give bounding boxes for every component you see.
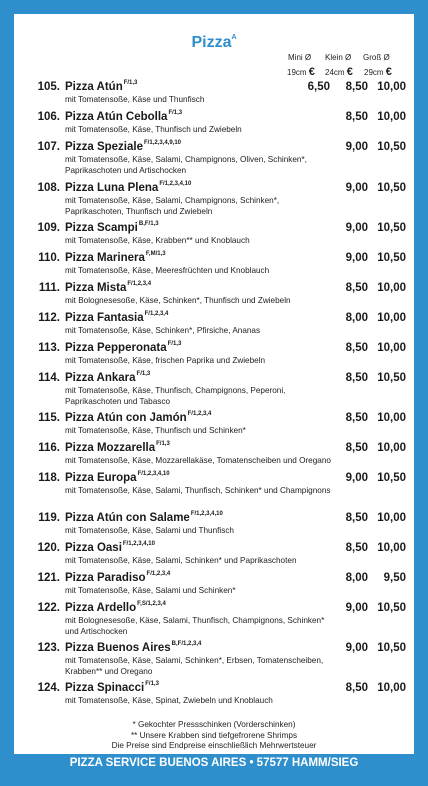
item-name: Pizza Speziale$^{F/1,2,3,4,9,10}$ bbox=[65, 140, 182, 153]
page-title: Pizza$^A$ bbox=[191, 33, 237, 51]
item-number: 119. bbox=[38, 512, 60, 524]
price-klein: 9,00 bbox=[345, 252, 368, 264]
item-name: Pizza Mozzarella$^{F/1,3}$ bbox=[65, 441, 170, 454]
item-name: Pizza Atún con Salame$^{F/1,2,3,4,10}$ bbox=[65, 511, 223, 524]
price-klein: 8,50 bbox=[345, 342, 368, 354]
item-description: mit Tomatensoße, Käse, Salami, Thunfisch, Schinken* und Champignons bbox=[65, 486, 331, 495]
item-name: Pizza Pepperonata$^{F/1,3}$ bbox=[65, 341, 182, 354]
price-gross: 10,50 bbox=[377, 252, 406, 264]
size-gross: 29cm € bbox=[364, 66, 392, 78]
item-name: Pizza Mista$^{F/1,2,3,4}$ bbox=[65, 281, 152, 294]
allergen-codes: F/1,2,3,4,9,10 bbox=[143, 140, 182, 147]
item-name: Pizza Oasi$^{F/1,2,3,4,10}$ bbox=[65, 541, 155, 554]
price-klein: 9,00 bbox=[345, 222, 368, 234]
item-name: Pizza Ardello$^{F,S/1,2,3,4}$ bbox=[65, 601, 166, 614]
item-name: Pizza Atún$^{F/1,3}$ bbox=[65, 80, 138, 93]
item-description: mit Tomatensoße, Käse, Mozzarellakäse, Tomatenscheiben und Oregano bbox=[65, 456, 331, 465]
item-number: 121. bbox=[37, 572, 60, 584]
item-number: 112. bbox=[38, 312, 60, 324]
footnote-prices: Die Preise sind Endpreise einschließlich Mehrwertsteuer bbox=[111, 741, 317, 750]
item-description: mit Tomatensoße, Käse, Salami, Schinken*, Erbsen, Tomatenscheiben, Krabben** und Oregano bbox=[65, 656, 324, 676]
item-description: mit Tomatensoße, Käse, Salami und Schinken* bbox=[65, 586, 236, 595]
item-name: Pizza Fantasia$^{F/1,2,3,4}$ bbox=[65, 311, 169, 324]
item-number: 115. bbox=[38, 412, 60, 424]
item-name: Pizza Scampi$^{B,F/1,3}$ bbox=[65, 221, 159, 234]
price-klein: 8,50 bbox=[345, 111, 368, 123]
item-description: mit Tomatensoße, Käse, Salami, Champignons, Schinken*, Paprikaschoten, Thunfisch und Zwiebeln bbox=[65, 196, 280, 216]
price-gross: 10,50 bbox=[377, 472, 406, 484]
price-gross: 10,00 bbox=[377, 412, 406, 424]
item-description: mit Tomatensoße, Käse, Meeresfrüchten und Knoblauch bbox=[65, 266, 270, 275]
item-number: 106. bbox=[37, 111, 60, 123]
allergen-codes: B,F/1,3 bbox=[138, 221, 159, 228]
price-gross: 10,50 bbox=[377, 222, 406, 234]
price-klein: 8,50 bbox=[345, 372, 368, 384]
price-gross: 10,50 bbox=[377, 642, 406, 654]
col-gross-header: Groß Ø bbox=[363, 53, 390, 62]
item-number: 118. bbox=[38, 472, 60, 484]
allergen-codes: F/1,2,3,4,10 bbox=[159, 181, 192, 188]
item-number: 123. bbox=[37, 642, 60, 654]
price-gross: 10,50 bbox=[377, 182, 406, 194]
footnote-ham: * Gekochter Pressschinken (Vorderschinken) bbox=[132, 720, 296, 729]
item-name: Pizza Spinacci$^{F/1,3}$ bbox=[65, 681, 159, 694]
price-klein: 9,00 bbox=[345, 642, 368, 654]
price-gross: 10,00 bbox=[377, 81, 406, 93]
price-gross: 9,50 bbox=[383, 572, 406, 584]
footnotes bbox=[14, 720, 414, 752]
item-description: mit Bolognesesoße, Käse, Salami, Thunfisch, Champignons, Schinken* und Artischocken bbox=[65, 616, 325, 636]
item-description: mit Tomatensoße, Käse, frischen Paprika und Zwiebeln bbox=[65, 356, 266, 365]
item-name: Pizza Paradiso$^{F/1,2,3,4}$ bbox=[65, 571, 171, 584]
price-gross: 10,00 bbox=[377, 542, 406, 554]
item-number: 124. bbox=[37, 682, 60, 694]
price-gross: 10,50 bbox=[377, 602, 406, 614]
item-number: 110. bbox=[38, 252, 60, 264]
item-description: mit Tomatensoße, Käse, Salami, Schinken* und Paprikaschoten bbox=[65, 556, 297, 565]
allergen-codes: F/1,3 bbox=[123, 80, 138, 87]
item-description: mit Tomatensoße, Käse, Thunfisch und Zwiebeln bbox=[65, 125, 242, 134]
item-description: mit Tomatensoße, Käse und Thunfisch bbox=[65, 95, 205, 104]
item-name: Pizza Marinera$^{F,M/1,3}$ bbox=[65, 251, 166, 264]
allergen-codes: F/1,2,3,4 bbox=[127, 281, 152, 288]
col-klein-header: Klein Ø bbox=[325, 53, 352, 62]
item-number: 108. bbox=[37, 182, 60, 194]
item-number: 120. bbox=[37, 542, 60, 554]
price-klein: 8,00 bbox=[345, 572, 368, 584]
allergen-codes: F/1,3 bbox=[156, 441, 170, 448]
item-description: mit Tomatensoße, Käse, Schinken*, Pfirsiche, Ananas bbox=[65, 326, 261, 335]
item-number: 114. bbox=[38, 372, 60, 384]
allergen-codes: B,F/1,2,3,4 bbox=[171, 641, 202, 648]
size-klein: 24cm € bbox=[325, 66, 353, 78]
price-gross: 10,00 bbox=[377, 442, 406, 454]
price-gross: 10,00 bbox=[377, 682, 406, 694]
item-number: 113. bbox=[38, 342, 60, 354]
allergen-codes: F/1,2,3,4,10 bbox=[137, 471, 170, 478]
price-gross: 10,00 bbox=[377, 512, 406, 524]
price-gross: 10,50 bbox=[377, 372, 406, 384]
price-gross: 10,00 bbox=[377, 282, 406, 294]
item-description: mit Tomatensoße, Käse, Krabben** und Knoblauch bbox=[65, 236, 250, 245]
item-number: 109. bbox=[37, 222, 60, 234]
item-number: 105. bbox=[37, 81, 60, 93]
allergen-codes: F/1,3 bbox=[136, 371, 151, 378]
item-name: Pizza Luna Plena$^{F/1,2,3,4,10}$ bbox=[65, 181, 192, 194]
price-klein: 8,50 bbox=[345, 282, 368, 294]
item-name: Pizza Europa$^{F/1,2,3,4,10}$ bbox=[65, 471, 170, 484]
price-klein: 9,00 bbox=[345, 472, 368, 484]
item-description: mit Tomatensoße, Käse, Salami, Champignons, Oliven, Schinken*, Paprikaschoten und Artischocken bbox=[65, 155, 307, 175]
size-mini: 19cm € bbox=[287, 66, 315, 78]
menu-panel bbox=[14, 14, 414, 754]
allergen-codes: F/1,2,3,4,10 bbox=[190, 511, 223, 518]
footnote-shrimps: ** Unsere Krabben sind tiefgefrorene Shrimps bbox=[130, 730, 298, 740]
item-name: Pizza Buenos Aires$^{B,F/1,2,3,4}$ bbox=[65, 641, 202, 654]
item-description: mit Tomatensoße, Käse, Thunfisch und Schinken* bbox=[65, 426, 246, 435]
item-description: mit Tomatensoße, Käse, Thunfisch, Champignons, Peperoni, Paprikaschoten und Tabasco bbox=[65, 386, 286, 406]
allergen-codes: F,S/1,2,3,4 bbox=[137, 601, 166, 608]
item-description: mit Tomatensoße, Käse, Salami und Thunfisch bbox=[65, 526, 234, 535]
item-number: 107. bbox=[37, 141, 60, 153]
col-mini-header: Mini Ø bbox=[288, 53, 312, 62]
allergen-codes: F/1,2,3,4 bbox=[187, 411, 212, 418]
item-number: 116. bbox=[38, 442, 60, 454]
price-klein: 8,50 bbox=[345, 412, 368, 424]
price-klein: 9,00 bbox=[345, 602, 368, 614]
item-name: Pizza Atún con Jamón$^{F/1,2,3,4}$ bbox=[65, 411, 212, 424]
price-klein: 8,50 bbox=[345, 442, 368, 454]
item-description: mit Bolognesesoße, Käse, Schinken*, Thunfisch und Zwiebeln bbox=[65, 296, 291, 305]
allergen-codes: F/1,2,3,4 bbox=[146, 571, 171, 578]
price-gross: 10,00 bbox=[377, 342, 406, 354]
price-klein: 8,50 bbox=[345, 81, 368, 93]
allergen-codes: F/1,2,3,4 bbox=[144, 311, 169, 318]
price-klein: 8,50 bbox=[345, 542, 368, 554]
footer-banner: PIZZA SERVICE BUENOS AIRES • 57577 HAMM/SIEG bbox=[69, 757, 359, 769]
allergen-codes: F/1,3 bbox=[167, 341, 182, 348]
item-name: Pizza Atún Cebolla$^{F/1,3}$ bbox=[65, 110, 183, 123]
allergen-codes: F/1,3 bbox=[145, 681, 159, 688]
item-description: mit Tomatensoße, Käse, Spinat, Zwiebeln und Knoblauch bbox=[65, 696, 273, 705]
price-mini: 6,50 bbox=[307, 81, 330, 93]
allergen-codes: F/1,2,3,4,10 bbox=[122, 541, 155, 548]
price-klein: 8,50 bbox=[345, 682, 368, 694]
price-gross: 10,00 bbox=[377, 111, 406, 123]
item-number: 122. bbox=[37, 602, 60, 614]
price-klein: 8,00 bbox=[345, 312, 368, 324]
price-gross: 10,00 bbox=[377, 312, 406, 324]
price-gross: 10,50 bbox=[377, 141, 406, 153]
price-klein: 8,50 bbox=[345, 512, 368, 524]
price-klein: 9,00 bbox=[345, 182, 368, 194]
item-name: Pizza Ankara$^{F/1,3}$ bbox=[65, 371, 151, 384]
allergen-codes: F,M/1,3 bbox=[145, 251, 166, 258]
price-klein: 9,00 bbox=[345, 141, 368, 153]
allergen-codes: F/1,3 bbox=[168, 110, 183, 117]
item-number: 111. bbox=[38, 282, 60, 294]
